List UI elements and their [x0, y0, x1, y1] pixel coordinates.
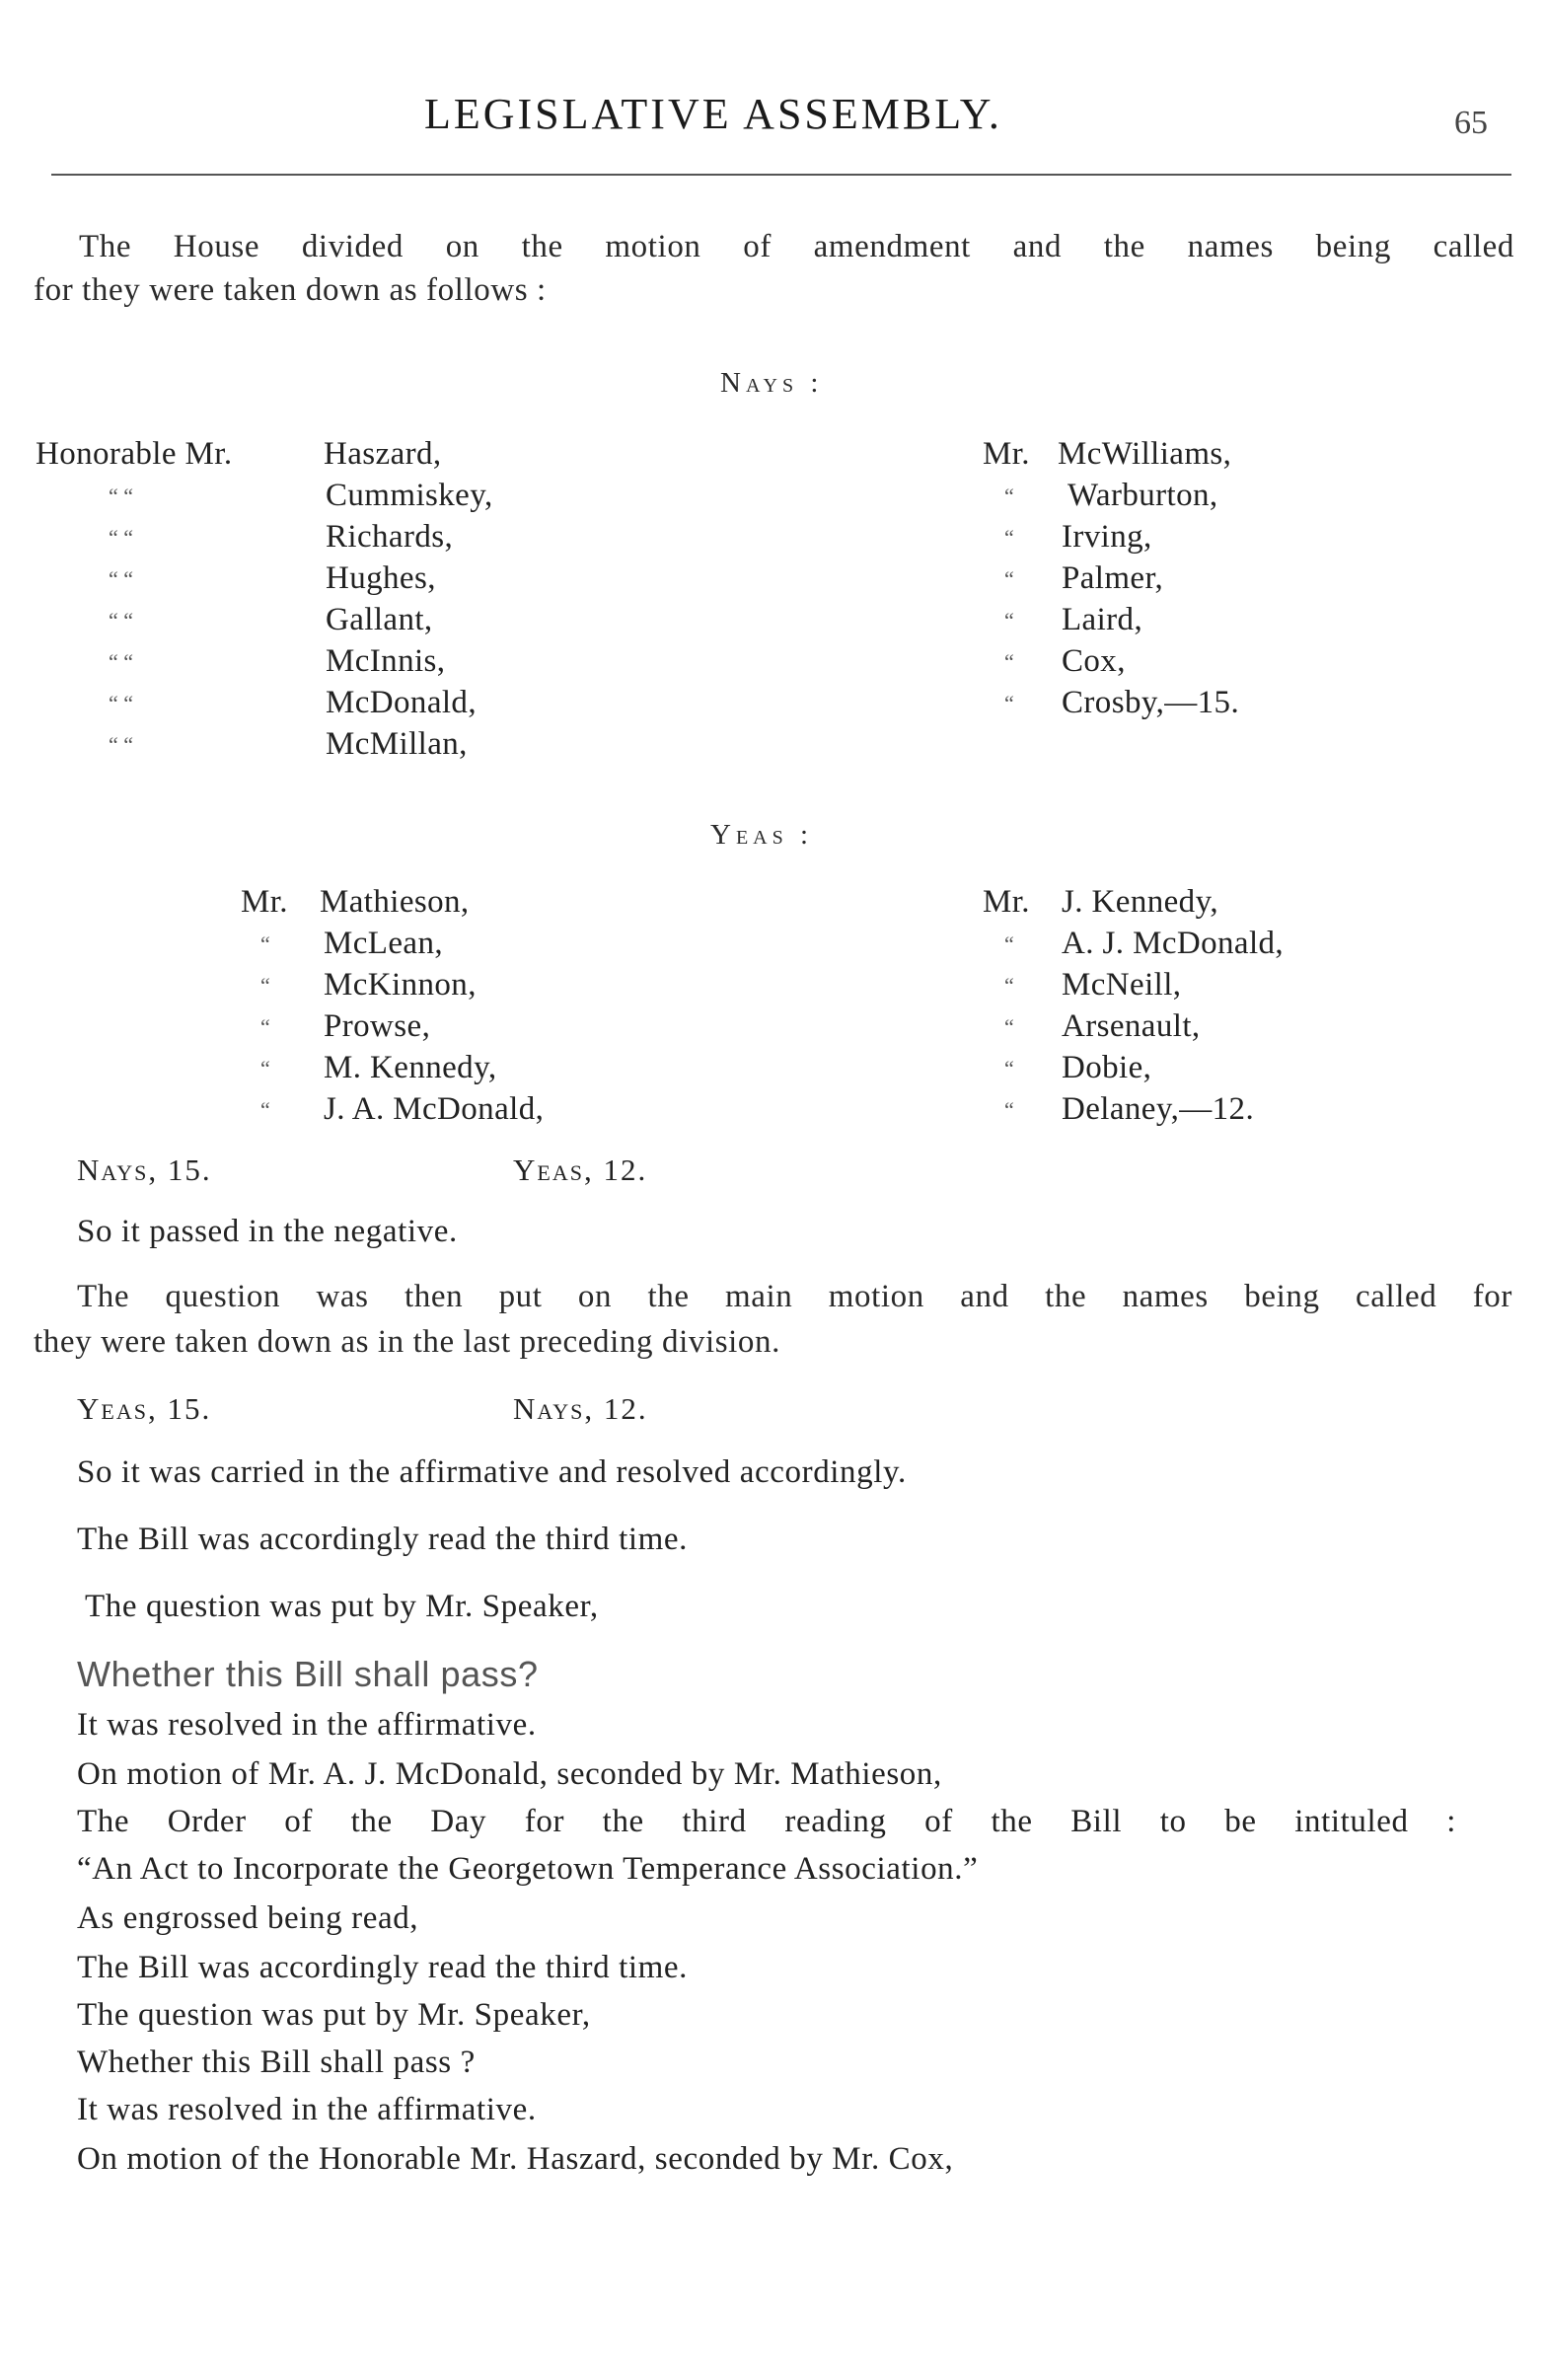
nays-left-ditto: “ “ [109, 566, 134, 591]
yeas-left-ditto: “ [260, 931, 270, 956]
body-line: As engrossed being read, [77, 1900, 419, 1936]
body-line: “An Act to Incorporate the Georgetown Temperance Association.” [77, 1851, 979, 1887]
nays-right-ditto: “ [1004, 649, 1014, 674]
yeas-right-ditto: “ [1004, 1014, 1014, 1039]
yeas-left-name: McLean, [324, 926, 443, 961]
body-line: On motion of Mr. A. J. McDonald, seconded by Mr. Mathieson, [77, 1756, 942, 1792]
nays-left-prefix: Honorable Mr. [36, 436, 233, 472]
nays-right-prefix: Mr. [983, 436, 1030, 472]
nays-left-ditto: “ “ [109, 732, 134, 757]
body-line: The Order of the Day for the third reading of the Bill to be intituled : [77, 1804, 1456, 1839]
body-line: It was resolved in the affirmative. [77, 1707, 537, 1743]
body-line: On motion of the Honorable Mr. Haszard, seconded by Mr. Cox, [77, 2141, 954, 2177]
nays-right-ditto: “ [1004, 525, 1014, 550]
body-line: Whether this Bill shall pass ? [77, 2045, 476, 2080]
body-line: Whether this Bill shall pass? [77, 1654, 539, 1694]
nays-left-ditto: “ “ [109, 649, 134, 674]
yeas-right-name: A. J. McDonald, [1062, 926, 1285, 961]
yeas-right-prefix: Mr. [983, 884, 1030, 920]
nays-heading: Nays : [720, 367, 824, 399]
nays-left-name: McDonald, [326, 685, 477, 720]
main-motion-line-1: The question was then put on the main motion and the names being called for [77, 1279, 1512, 1314]
body-line: The question was put by Mr. Speaker, [77, 1997, 591, 2033]
yeas-right-ditto: “ [1004, 1056, 1014, 1080]
yeas-left-name: J. A. McDonald, [324, 1091, 545, 1127]
nays-left-name: Hughes, [326, 560, 436, 596]
nays-right-ditto: “ [1004, 608, 1014, 632]
nays-left-name: McMillan, [326, 726, 468, 762]
nays-right-ditto: “ [1004, 566, 1014, 591]
result-line: So it passed in the negative. [77, 1214, 458, 1249]
tally-yeas: Yeas, 12. [513, 1153, 648, 1187]
yeas-right-name: J. Kennedy, [1062, 884, 1218, 920]
yeas-left-name: Mathieson, [320, 884, 470, 920]
yeas-right-name: McNeill, [1062, 967, 1182, 1003]
body-line: The Bill was accordingly read the third time. [77, 1522, 688, 1557]
yeas-right-name: Dobie, [1062, 1050, 1152, 1085]
intro-line-2: for they were taken down as follows : [34, 272, 547, 308]
nays-right-name: Warburton, [1067, 478, 1218, 513]
nays-left-name: Richards, [326, 519, 454, 555]
nays-left-ditto: “ “ [109, 691, 134, 715]
header-rule [51, 174, 1511, 176]
page-title: LEGISLATIVE ASSEMBLY. [424, 90, 1002, 138]
nays-left-name: Cummiskey, [326, 478, 493, 513]
yeas-right-name: Arsenault, [1062, 1008, 1201, 1044]
yeas-heading: Yeas : [710, 819, 814, 851]
yeas-left-name: M. Kennedy, [324, 1050, 497, 1085]
nays-right-name: Irving, [1062, 519, 1152, 555]
tally-nays: Nays, 15. [77, 1153, 212, 1187]
nays-left-name: Gallant, [326, 602, 433, 637]
nays-right-name: Crosby,—15. [1062, 685, 1240, 720]
nays-left-name: Haszard, [324, 436, 442, 472]
nays-right-ditto: “ [1004, 691, 1014, 715]
nays-right-name: Palmer, [1062, 560, 1164, 596]
nays-left-ditto: “ “ [109, 608, 134, 632]
yeas-right-name: Delaney,—12. [1062, 1091, 1255, 1127]
yeas-left-name: Prowse, [324, 1008, 431, 1044]
nays-left-ditto: “ “ [109, 525, 134, 550]
yeas-left-name: McKinnon, [324, 967, 477, 1003]
nays-right-name: Laird, [1062, 602, 1143, 637]
yeas-right-ditto: “ [1004, 973, 1014, 998]
yeas-left-prefix: Mr. [241, 884, 288, 920]
yeas-left-ditto: “ [260, 1097, 270, 1122]
yeas-left-ditto: “ [260, 973, 270, 998]
nays-right-name: Cox, [1062, 643, 1126, 679]
nays-left-name: McInnis, [326, 643, 446, 679]
body-line: It was resolved in the affirmative. [77, 2092, 537, 2127]
page-number: 65 [1454, 105, 1488, 141]
main-motion-line-2: they were taken down as in the last preceding division. [34, 1324, 780, 1360]
intro-line-1: The House divided on the motion of amendment and the names being called [79, 229, 1514, 264]
nays-left-ditto: “ “ [109, 483, 134, 508]
tally-nays: Nays, 12. [513, 1391, 648, 1426]
body-line: The Bill was accordingly read the third time. [77, 1950, 688, 1985]
body-line: The question was put by Mr. Speaker, [85, 1589, 599, 1624]
nays-right-name: McWilliams, [1058, 436, 1232, 472]
yeas-right-ditto: “ [1004, 1097, 1014, 1122]
tally-yeas: Yeas, 15. [77, 1391, 212, 1426]
yeas-right-ditto: “ [1004, 931, 1014, 956]
yeas-left-ditto: “ [260, 1014, 270, 1039]
nays-right-ditto: “ [1004, 483, 1014, 508]
body-line: So it was carried in the affirmative and resolved accordingly. [77, 1454, 907, 1490]
yeas-left-ditto: “ [260, 1056, 270, 1080]
